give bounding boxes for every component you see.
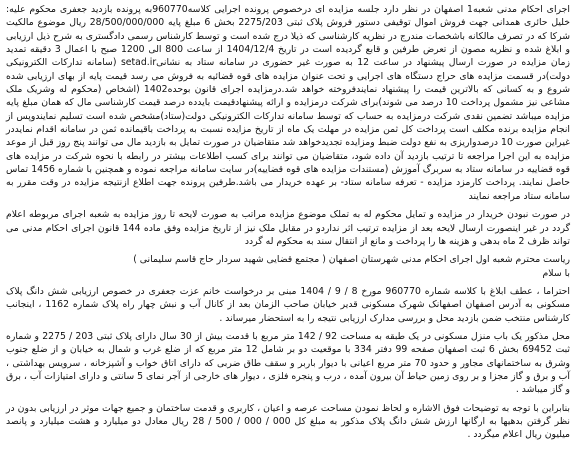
valuation-conclusion-paragraph: بنابراین با توجه به توضیحات فوق الاشاره و لحاظ نمودن مساحت عرصه و اعیان ، کاربری و قدمت ساختمان و جمیع جهات موثر در ارزیابی بدون در نظر گرفتن بدهیها به ارگانها ارزش شش دانگ پلاک مذکور به مبلغ کل 000 / 000 / 500 / 28 ریال معادل دو میلیارد و هشت میلیارد و پانصد میلیون ریال اعلام میگردد . bbox=[6, 402, 570, 441]
addressee-line: ریاست محترم شعبه اول اجرای احکام مدنی شهرستان اصفهان ( مجتمع قضایی شهید سردار حاج قاسم سلیمانی ) bbox=[133, 254, 570, 266]
greeting-line: با سلام bbox=[542, 267, 570, 279]
auction-conditions-paragraph: در صورت نبودن خریدار در مزایده و تمایل محکوم له به تملک موضوع مزایده مراتب به صورت لایحه تا روز مزایده به شعبه اجرای مربوطه اعلام گردد در غیر اینصورت ارسال لایحه بعد از مزایده ترتیب اثر نداردو در مقابل ملک نیز از تاریخ مزایده وفق ماده 144 قانون اجرای احکام مدنی می تواند ظرف 2 ماه بدهی و هزینه ها را پرداخت و مانع از انتقال سند به محکوم له گردد bbox=[6, 209, 570, 247]
expert-report-paragraph: احتراما ، عطف ابلاغ با کلاسه شماره 960770 مورخ 8 / 9 / 1404 مبنی بر درخواست خانم عزت جعفری در خصوص ارزیابی شش دانگ پلاک مسکونی به آدرس اصفهان اصفهانک شهرک مسکونی قدیر خیابان صاحب الزمان بعد از کانال آب و نبش چهار راه پلاک شماره 1162 ، اینجانب کارشناس منتخب ضمن بازدید محل و بررسی مدارک ارزیابی نتیجه را به استحضار میرساند . bbox=[6, 285, 571, 324]
property-description-paragraph: محل مذکور یک باب منزل مسکونی در یک طبقه به مساحت 92 / 142 متر مربع با قدمت بیش از 30 سال دارای پلاک ثبتی 203 / 2275 و شماره ثبت 69452 بخش 6 ثبت اصفهان صفحه 99 دفتر 334 با موقعیت دو بر شامل 12 متر مربع که از ضلع غرب و شمال به خیابان و از ضلع جنوب وشرق به ساختمانهای مجاور و حدود 70 متر مربع اعیانی با دیوار باربر و سقف طاق ضربی که دارای اتاق خواب و آشپزخانه ، سرویس بهداشتی ، آب و برق و گاز مجزا و بر روی زمین حیاط آن بیرون آمده ، درب و پنجره فلزی ، دیوار های خارجی از آجر نمای 5 سانتی و دارای امتیازات آب ، برق و گاز میباشد . bbox=[6, 330, 571, 396]
auction-intro-paragraph: اجرای احکام مدنی شعبه1 اصفهان در نظر دارد جلسه مزایده ای درخصوص پرونده اجرایی کلاسه960770به پرونده بازدید جعفری محکوم علیه: خلیل حائری همدانی جهت فروش اموال توقیفی دستور فروش پلاک ثبتی 2275/203 بخش 6 مبلغ پایه 28/500/000/000 ریال موضوع مالکیت شرکا که در تصرف مالکانه باشخصات مندرج در نظریه کارشناسی که ذیلا درج شده است و توسط کارشناس رسمی دادگستری به شرح ذیل ارزیابی و ابلاغ شده و نظریه مصون از تعرض طرفین و قابع گردیده است در تاریخ 1404/12/4 از ساعت 800 الی 1200 صبح با اعمال 3 دقیقه تمدید زمان مزایده در صورت ارسال پیشنهاد در ساعت 12 به صورت غیر حضوری در سامانه ستاد به نشانیsetad.ir (سامانه تدارکات الکترونیکی دولت)در قسمت مزایده های حراج دستگاه های اجرایی و تحت عنوان مزایده های قوه قضائیه به فروش می رسد قیمت پایه از بهای ارزیابی شده شروع و به کسانی که بالاترین قیمت را پیشنهاد نمایندفروخته خواهد شد.درمزایده اجرای قانون بوحده1402 (اشخاص (محکوم له وشریک ملک مشاعی نیز مشمول پرداخت 10 درصد می شوند)برای شرکت درمزایده و ارائه پیشنهادقیمت بایدده درصد قیمت کارشناسی مال که همان مبلغ پایه مزایده میباشد تضمین نقدی شرکت درمزایده به حساب که توسط سامانه تدارکات الکترونیکی دولت(ستاد)مشخص شده است تسلیم نمایندوپس از انجام مزایده برنده مکلف است پرداخت کل ثمن مزایده در مهلت یک ماه از تاریخ مزایده نسبت به پرداخت باقیمانده ثمن در سامانه اقدام نمایددر غیراین صورت 10 درصدواریزی به نفع دولت ضبط ومزایده تجدیدخواهد شد متقاضیان در صورت تمایل به بازدید مال می توانند پنج روز قبل از موعد مزایده به این اجرا مراجعه تا ترتیب بازدید آن داده شود، متقاضیان می توانند برای کسب اطلاعات بیشتر در رابطه با نحوه شرکت در مزایده های قوه قضاییه در سامانه ستاد به سربرگ آموزش (مستندات مزایده های قوه قضاییه)در سایت سامانه مراجعه نموده و همچنین با شماره 1456 تماس حاصل نمایند. پرداخت کارمزد مزایده - تعرفه سامانه ستاد- بر عهده خریدار می باشد.طرفین پرونده جهت اطلاع ازنتیجه مزایده در وقت مقرر به سامانه ستاد مراجعه نمایند bbox=[6, 4, 571, 202]
